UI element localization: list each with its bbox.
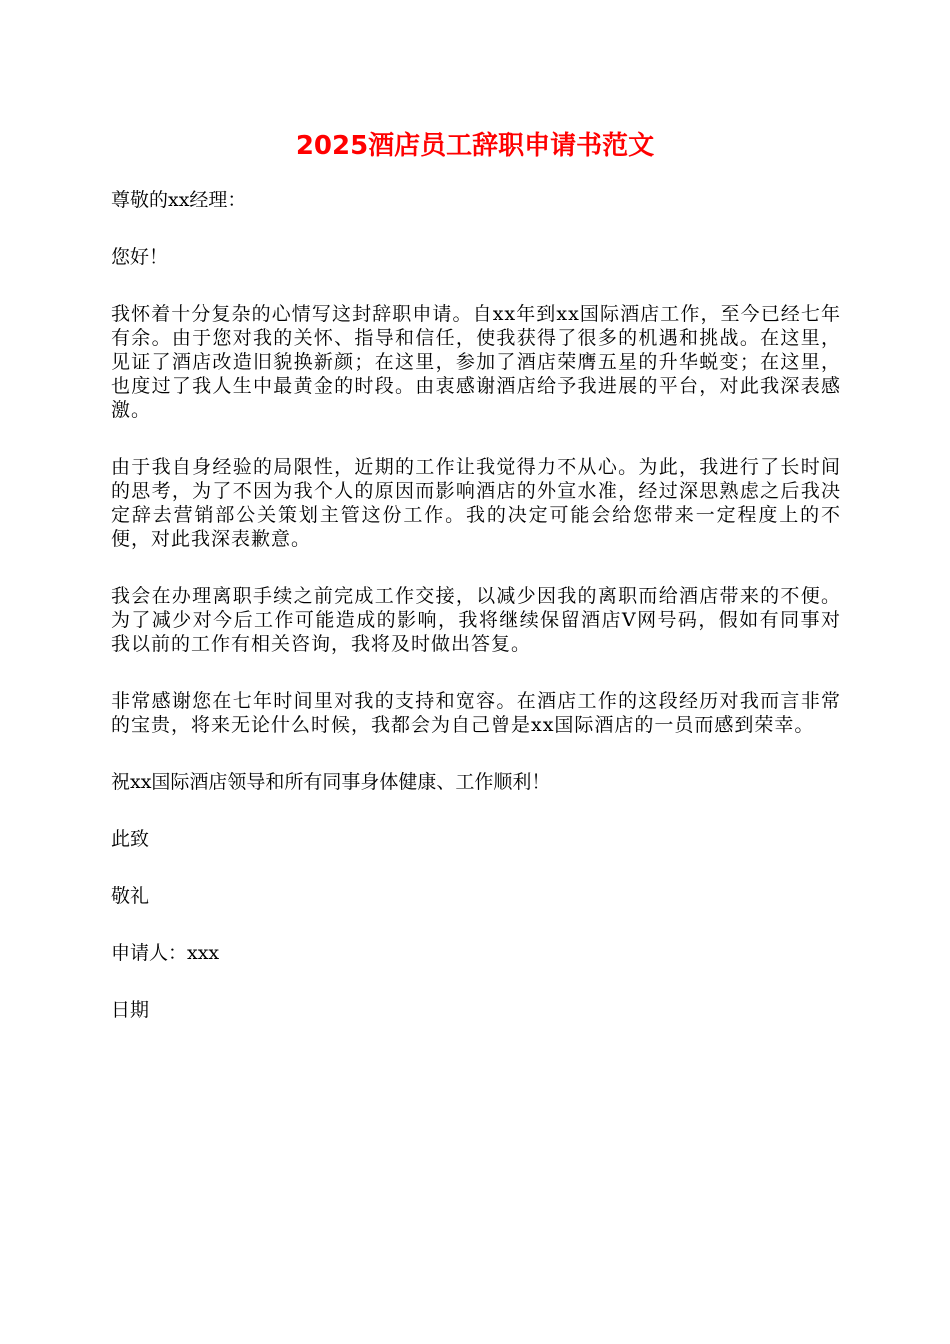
closing-line-2: 敬礼 — [111, 885, 150, 907]
body-paragraph-1: 我怀着十分复杂的心情写这封辞职申请。自xx年到xx国际酒店工作，至今已经七年有余。由于您对我的关怀、指导和信任，使我获得了很多的机遇和挑战。在这里，见证了酒店改造旧貌换新颜；在这里，参加了酒店荣膺五星的升华蜕变；在这里，也度过了我人生中最黄金的时段。由衷感谢酒店给予我进展的平台，对此我深表感激。 — [111, 303, 841, 421]
body-paragraph-2: 由于我自身经验的局限性，近期的工作让我觉得力不从心。为此，我进行了长时间的思考，为了不因为我个人的原因而影响酒店的外宣水准，经过深思熟虑之后我决定辞去营销部公关策划主管这份工作。我的决定可能会给您带来一定程度上的不便，对此我深表歉意。 — [111, 456, 841, 550]
wishes-line: 祝xx国际酒店领导和所有同事身体健康、工作顺利！ — [111, 771, 551, 793]
date-line: 日期 — [111, 999, 150, 1021]
body-paragraph-3: 我会在办理离职手续之前完成工作交接，以减少因我的离职而给酒店带来的不便。为了减少对今后工作可能造成的影响，我将继续保留酒店V网号码，假如有同事对我以前的工作有相关咨询，我将及时做出答复。 — [111, 585, 841, 655]
letter-body — [111, 188, 841, 1055]
closing-line-1: 此致 — [111, 828, 150, 850]
document-title: 2025酒店员工辞职申请书范文 — [295, 131, 655, 161]
greeting: 您好！ — [111, 246, 169, 268]
body-paragraph-4: 非常感谢您在七年时间里对我的支持和宽容。在酒店工作的这段经历对我而言非常的宝贵，将来无论什么时候，我都会为自己曾是xx国际酒店的一员而感到荣幸。 — [111, 690, 841, 736]
salutation: 尊敬的xx经理： — [111, 189, 247, 211]
applicant-line: 申请人：xxx — [111, 942, 220, 964]
